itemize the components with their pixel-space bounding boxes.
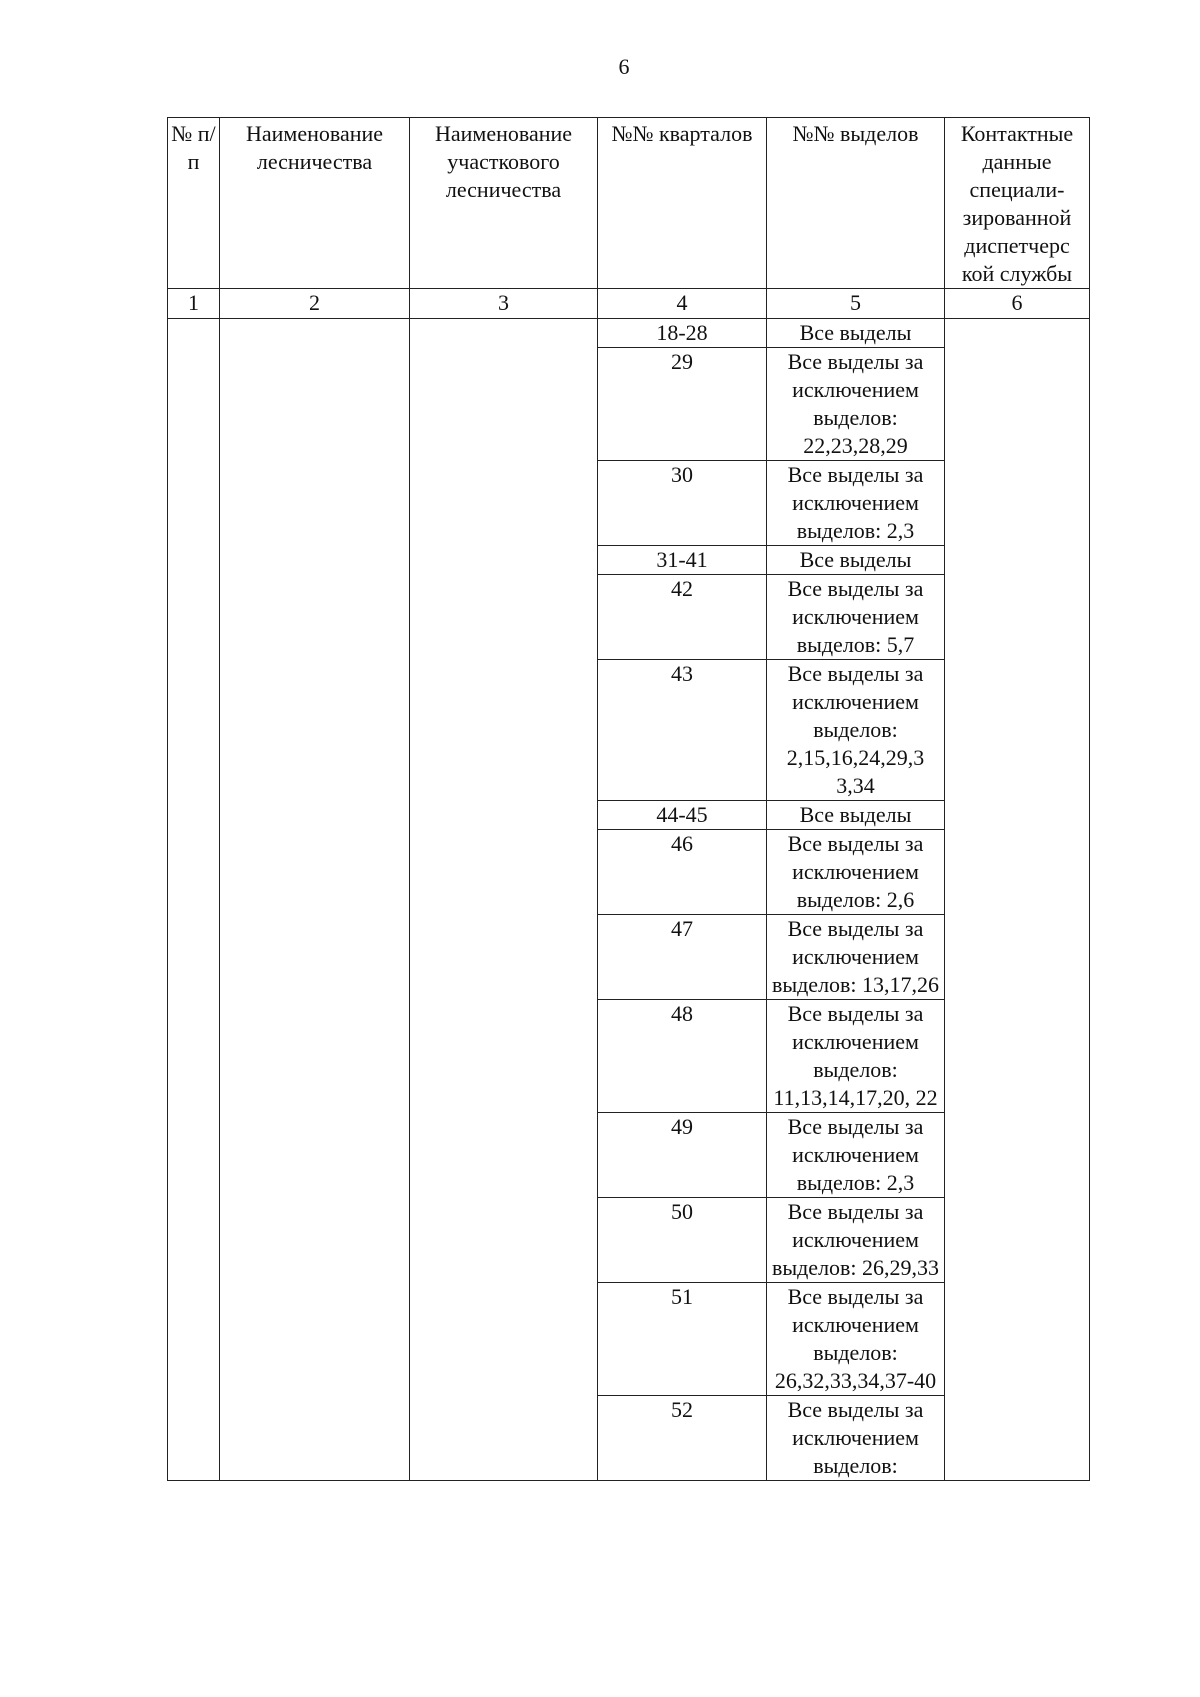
column-number: 2: [220, 289, 410, 319]
column-number-row: [168, 289, 1090, 319]
column-number: 6: [945, 289, 1090, 319]
quarter-cell: 30: [598, 461, 767, 546]
header-quarters: №№ кварталов: [598, 118, 767, 289]
quarter-cell: 42: [598, 575, 767, 660]
quarter-cell: 48: [598, 1000, 767, 1113]
allotment-cell: Все выделы за исключением выделов: 2,15,16,24,29,3 3,34: [767, 660, 945, 801]
header-contacts: Контактные данные специали-зированной диспетчерс кой службы: [945, 118, 1090, 289]
quarter-cell: 52: [598, 1396, 767, 1481]
header-forestry: Наименование лесничества: [220, 118, 410, 289]
quarter-cell: 18-28: [598, 319, 767, 348]
quarter-cell: 51: [598, 1283, 767, 1396]
allotment-cell: Все выделы: [767, 546, 945, 575]
allotment-cell: Все выделы: [767, 801, 945, 830]
forestry-table: [167, 117, 1090, 1481]
allotment-cell: Все выделы за исключением выделов: 11,13,14,17,20, 22: [767, 1000, 945, 1113]
allotment-cell: Все выделы за исключением выделов: 2,3: [767, 461, 945, 546]
blank-cell-district: [410, 319, 598, 1481]
allotment-cell: Все выделы за исключением выделов: 26,32,33,34,37-40: [767, 1283, 945, 1396]
allotment-cell: Все выделы за исключением выделов: 5,7: [767, 575, 945, 660]
quarter-cell: 49: [598, 1113, 767, 1198]
blank-cell-forestry: [220, 319, 410, 1481]
table-row: [168, 319, 1090, 348]
allotment-cell: Все выделы за исключением выделов: 2,6: [767, 830, 945, 915]
header-allotments: №№ выделов: [767, 118, 945, 289]
allotment-cell: Все выделы за исключением выделов: 26,29,33: [767, 1198, 945, 1283]
quarter-cell: 44-45: [598, 801, 767, 830]
header-district-forestry: Наименование участкового лесничества: [410, 118, 598, 289]
allotment-cell: Все выделы: [767, 319, 945, 348]
blank-cell-contacts: [945, 319, 1090, 1481]
quarter-cell: 29: [598, 348, 767, 461]
quarter-cell: 50: [598, 1198, 767, 1283]
header-row: [168, 118, 1090, 289]
blank-cell-number: [168, 319, 220, 1481]
allotment-cell: Все выделы за исключением выделов:: [767, 1396, 945, 1481]
column-number: 3: [410, 289, 598, 319]
column-number: 1: [168, 289, 220, 319]
column-number: 5: [767, 289, 945, 319]
quarter-cell: 46: [598, 830, 767, 915]
quarter-cell: 47: [598, 915, 767, 1000]
quarter-cell: 31-41: [598, 546, 767, 575]
quarter-cell: 43: [598, 660, 767, 801]
allotment-cell: Все выделы за исключением выделов: 2,3: [767, 1113, 945, 1198]
allotment-cell: Все выделы за исключением выделов: 22,23,28,29: [767, 348, 945, 461]
page-number: 6: [618, 54, 630, 79]
column-number: 4: [598, 289, 767, 319]
header-number: № п/п: [168, 118, 220, 289]
allotment-cell: Все выделы за исключением выделов: 13,17,26: [767, 915, 945, 1000]
